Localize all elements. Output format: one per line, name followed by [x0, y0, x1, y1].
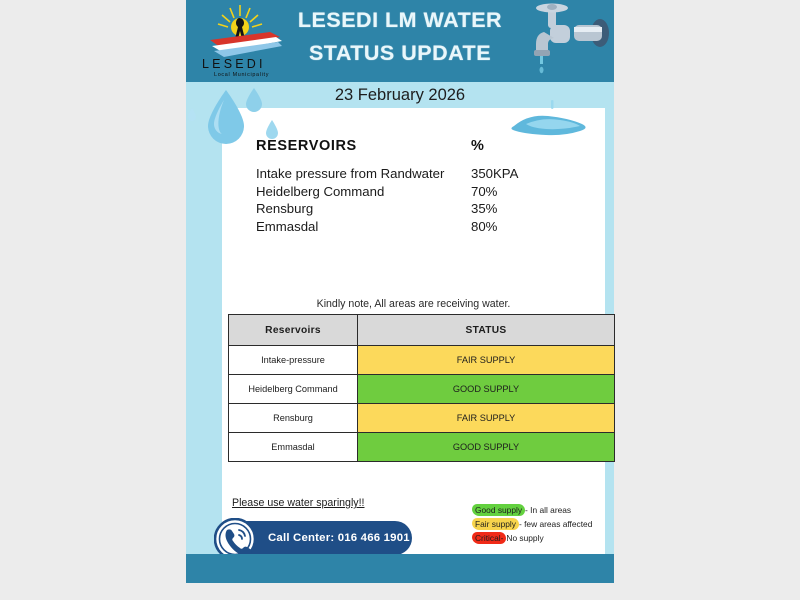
status-row-reservoir: Emmasdal	[229, 433, 358, 462]
logo-wordmark: LESEDI	[202, 57, 266, 71]
reservoir-row	[256, 200, 566, 218]
lesedi-logo	[194, 2, 290, 80]
legend-item-fair	[472, 517, 607, 531]
reservoirs-heading-percent: %	[471, 138, 485, 154]
legend-good-rest: - In all areas	[525, 505, 572, 515]
legend-critical-rest: No supply	[506, 533, 544, 543]
reservoir-row	[256, 165, 566, 183]
legend-fair-rest: - few areas affected	[518, 519, 593, 529]
legend-critical-key: Critical-	[472, 532, 506, 544]
status-table-row	[229, 346, 615, 375]
status-table-row	[229, 433, 615, 462]
status-table-row	[229, 404, 615, 433]
status-row-badge: FAIR SUPPLY	[358, 404, 615, 433]
poster-date: 23 February 2026	[334, 86, 466, 104]
reservoir-value: 70%	[471, 183, 498, 199]
reservoir-value: 350KPA	[471, 166, 519, 181]
kindly-note: Kindly note, All areas are receiving water.	[316, 298, 511, 310]
reservoir-row	[256, 218, 566, 236]
footer-bar	[186, 554, 614, 583]
water-status-poster	[186, 0, 614, 583]
reservoirs-list-header	[256, 138, 566, 154]
reservoir-name: Emmasdal	[256, 218, 319, 234]
legend-item-good	[472, 503, 607, 517]
reservoirs-heading-label: RESERVOIRS	[256, 138, 357, 154]
use-water-sparingly-note: Please use water sparingly!!	[232, 497, 365, 509]
status-row-badge: GOOD SUPPLY	[358, 375, 615, 404]
reservoir-name: Rensburg	[256, 201, 314, 216]
status-row-reservoir: Rensburg	[229, 404, 358, 433]
supply-legend	[472, 503, 607, 545]
status-row-badge: FAIR SUPPLY	[358, 346, 615, 375]
water-tap-icon	[514, 0, 614, 82]
legend-good-key: Good supply	[472, 504, 525, 516]
status-table-row	[229, 375, 615, 404]
status-table-header-row	[229, 315, 615, 346]
status-row-badge: GOOD SUPPLY	[358, 433, 615, 462]
left-blue-band	[186, 108, 222, 554]
logo-subtitle: Local Municipality	[214, 72, 270, 78]
legend-fair-key: Fair supply	[472, 518, 519, 530]
reservoir-name: Intake pressure from Randwater	[256, 166, 445, 181]
legend-item-critical	[472, 531, 607, 545]
reservoir-value: 35%	[471, 201, 498, 216]
title-line-2: STATUS UPDATE	[308, 41, 492, 65]
call-center-label: Call Center: 016 466 1901	[268, 532, 410, 544]
reservoirs-list	[256, 138, 566, 235]
reservoir-value: 80%	[471, 218, 498, 234]
status-header-reservoirs: Reservoirs	[229, 315, 358, 346]
status-row-reservoir: Heidelberg Command	[229, 375, 358, 404]
status-header-status: STATUS	[358, 315, 615, 346]
title-line-1: LESEDI LM WATER	[297, 8, 503, 32]
status-row-reservoir: Intake-pressure	[229, 346, 358, 375]
reservoir-name: Heidelberg Command	[256, 183, 385, 199]
status-table	[228, 314, 615, 462]
reservoir-row	[256, 183, 566, 201]
poster-title	[284, 4, 516, 70]
